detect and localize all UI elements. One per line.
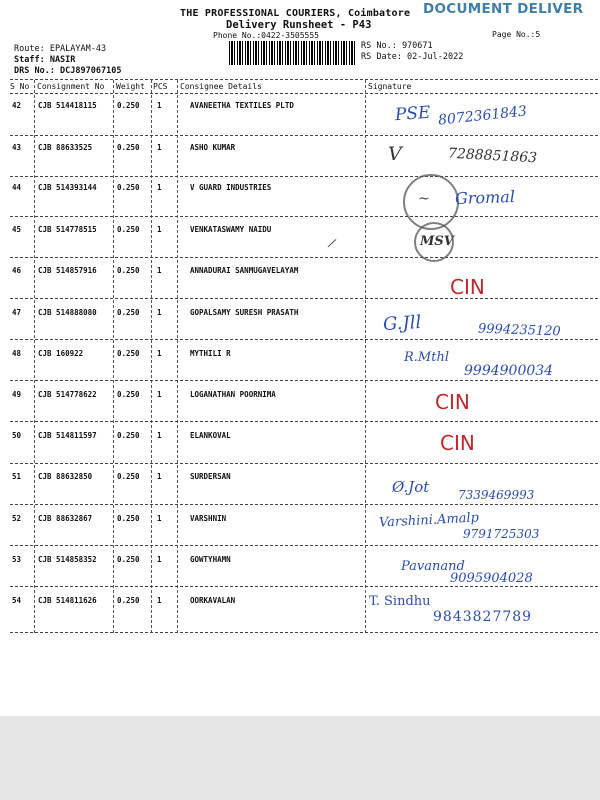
row-pcs: 1 xyxy=(157,514,162,523)
row-pcs: 1 xyxy=(157,183,162,192)
drs-number: DRS No.: DCJ897067105 xyxy=(14,66,122,76)
signature-scribble: Varshini.Amalp xyxy=(378,510,480,531)
row-sno: 46 xyxy=(12,266,22,275)
row-sno: 47 xyxy=(12,308,22,317)
row-sno: 53 xyxy=(12,555,22,564)
company-title: THE PROFESSIONAL COURIERS, Coimbatore xyxy=(180,8,411,19)
row-sno: 54 xyxy=(12,596,22,605)
handwritten-cin: CIN xyxy=(440,431,475,455)
col-pcs: PCS xyxy=(153,82,168,91)
row-rule xyxy=(10,339,598,340)
handwritten-phone: 9791725303 xyxy=(463,527,540,541)
row-rule xyxy=(10,298,598,299)
row-consignee: GOWTYHAMN xyxy=(190,555,231,564)
row-weight: 0.250 xyxy=(117,101,140,110)
row-consignment: CJB 514888080 xyxy=(38,308,97,317)
handwritten-cin: CIN xyxy=(450,275,485,299)
row-consignment: CJB 160922 xyxy=(38,349,84,358)
row-pcs: 1 xyxy=(157,390,162,399)
seal-initials: MSV xyxy=(420,234,454,249)
row-rule xyxy=(10,380,598,381)
row-consignment: CJB 88632850 xyxy=(38,472,93,481)
runsheet-subtitle: Delivery Runsheet - P43 xyxy=(226,19,372,31)
row-pcs: 1 xyxy=(157,472,162,481)
pen-mark: / xyxy=(327,235,337,251)
row-rule xyxy=(10,504,598,505)
row-consignment: CJB 514778515 xyxy=(38,225,97,234)
row-weight: 0.250 xyxy=(117,431,140,440)
row-sno: 51 xyxy=(12,472,22,481)
row-weight: 0.250 xyxy=(117,183,140,192)
row-weight: 0.250 xyxy=(117,225,140,234)
divider-1 xyxy=(34,80,35,633)
page-bottom-margin xyxy=(0,716,600,800)
handwritten-phone: 9994900034 xyxy=(464,363,554,379)
row-rule xyxy=(10,586,598,587)
row-consignee: GOPALSAMY SURESH PRASATH xyxy=(190,308,299,317)
row-sno: 50 xyxy=(12,431,22,440)
row-consignee: AVANEETHA TEXTILES PLTD xyxy=(190,101,294,110)
row-consignee: LOGANATHAN POORNIMA xyxy=(190,390,276,399)
signature-scribble: PSE xyxy=(394,102,432,126)
row-consignee: VARSHNIN xyxy=(190,514,227,523)
row-weight: 0.250 xyxy=(117,308,140,317)
signature-scribble: Gromal xyxy=(454,186,516,209)
row-sno: 43 xyxy=(12,143,22,152)
signature-scribble: V xyxy=(388,143,402,165)
row-weight: 0.250 xyxy=(117,514,140,523)
divider-4 xyxy=(177,80,178,633)
row-consignment: CJB 514811597 xyxy=(38,431,97,440)
handwritten-name: T. Sindhu xyxy=(369,594,431,609)
header-rule-top xyxy=(10,79,598,80)
divider-5 xyxy=(365,80,366,633)
row-consignee: ASHO KUMAR xyxy=(190,143,236,152)
row-sno: 45 xyxy=(12,225,22,234)
row-weight: 0.250 xyxy=(117,555,140,564)
row-consignment: CJB 88632867 xyxy=(38,514,93,523)
row-rule xyxy=(10,257,598,258)
row-consignee: ELANKOVAL xyxy=(190,431,231,440)
col-sno: S No xyxy=(10,82,30,91)
row-pcs: 1 xyxy=(157,101,162,110)
signature-scribble: R.Mthl xyxy=(404,350,449,365)
handwritten-phone: 7288851863 xyxy=(447,145,538,167)
row-pcs: 1 xyxy=(157,431,162,440)
row-sno: 42 xyxy=(12,101,22,110)
row-pcs: 1 xyxy=(157,596,162,605)
row-consignment: CJB 514418115 xyxy=(38,101,97,110)
signature-scribble: Pavanand xyxy=(401,559,465,574)
row-sno: 52 xyxy=(12,514,22,523)
row-pcs: 1 xyxy=(157,225,162,234)
row-rule xyxy=(10,421,598,422)
handwritten-phone: 7339469993 xyxy=(458,488,535,502)
header-rule-bottom xyxy=(10,93,598,94)
row-sno: 49 xyxy=(12,390,22,399)
route-label: Route: EPALAYAM-43 xyxy=(14,44,107,54)
row-consignment: CJB 514393144 xyxy=(38,183,97,192)
row-pcs: 1 xyxy=(157,266,162,275)
row-consignment: CJB 514778622 xyxy=(38,390,97,399)
rs-date: RS Date: 02-Jul-2022 xyxy=(361,52,464,62)
row-consignee: VENKATASWAMY NAIDU xyxy=(190,225,272,234)
rs-number: RS No.: 970671 xyxy=(361,41,433,51)
row-pcs: 1 xyxy=(157,308,162,317)
row-consignee: ANNADURAI SANMUGAVELAYAM xyxy=(190,266,299,275)
handwritten-cin: CIN xyxy=(435,390,470,414)
handwritten-phone: 9843827789 xyxy=(433,609,533,625)
row-sno: 44 xyxy=(12,183,22,192)
signature-scribble: G.Jll xyxy=(382,312,422,335)
col-weight: Weight xyxy=(116,82,145,91)
signature-scribble: Ø.Jot xyxy=(392,478,430,496)
row-weight: 0.250 xyxy=(117,143,140,152)
signature-scribble: ~ xyxy=(418,191,430,207)
row-weight: 0.250 xyxy=(117,390,140,399)
row-consignment: CJB 514857916 xyxy=(38,266,97,275)
row-rule xyxy=(10,135,598,136)
row-weight: 0.250 xyxy=(117,349,140,358)
handwritten-phone: 8072361843 xyxy=(437,103,528,129)
row-consignee: V GUARD INDUSTRIES xyxy=(190,183,272,192)
col-consignment: Consignment No xyxy=(37,82,105,91)
row-consignment: CJB 514858352 xyxy=(38,555,97,564)
phone-number: Phone No.:0422-3505555 xyxy=(213,31,319,40)
barcode xyxy=(229,41,355,65)
row-rule xyxy=(10,176,598,177)
row-consignment: CJB 88633525 xyxy=(38,143,93,152)
row-rule xyxy=(10,545,598,546)
row-consignee: SURDERSAN xyxy=(190,472,231,481)
row-weight: 0.250 xyxy=(117,596,140,605)
row-pcs: 1 xyxy=(157,143,162,152)
row-consignee: OORKAVALAN xyxy=(190,596,236,605)
row-rule xyxy=(10,216,598,217)
row-sno: 48 xyxy=(12,349,22,358)
handwritten-phone: 9095904028 xyxy=(450,571,533,586)
row-pcs: 1 xyxy=(157,349,162,358)
col-signature: Signature xyxy=(368,82,412,91)
page-number: Page No.:5 xyxy=(492,30,541,39)
row-weight: 0.250 xyxy=(117,472,140,481)
row-consignment: CJB 514811626 xyxy=(38,596,97,605)
row-consignee: MYTHILI R xyxy=(190,349,231,358)
row-weight: 0.250 xyxy=(117,266,140,275)
row-rule xyxy=(10,632,598,633)
divider-3 xyxy=(151,80,152,633)
row-rule xyxy=(10,463,598,464)
document-delivered-stamp: DOCUMENT DELIVER xyxy=(423,1,584,17)
divider-2 xyxy=(113,80,114,633)
handwritten-phone: 9994235120 xyxy=(477,321,561,340)
row-pcs: 1 xyxy=(157,555,162,564)
col-consignee: Consignee Details xyxy=(180,82,262,91)
staff-label: Staff: NASIR xyxy=(14,55,76,65)
